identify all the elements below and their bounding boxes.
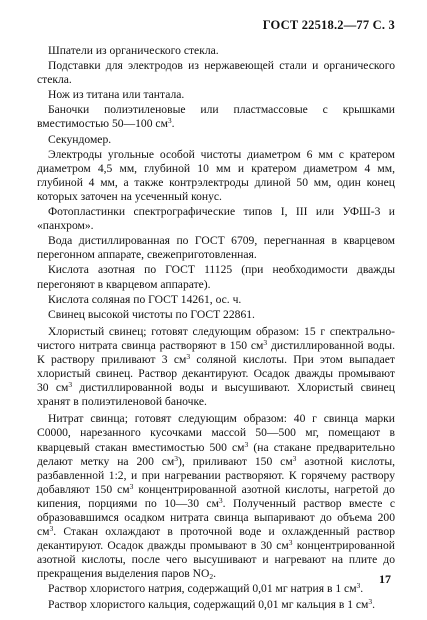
page-number: 17 [379,572,391,586]
paragraph-photo-plates: Фотопластинки спектрографические типов I, III или УФШ-3 и «панхром». [37,205,395,233]
text-segment: концентрированной азотной кислоты, нагретой до кипения, порциями по 10—30 см [37,482,395,510]
text-segment: Хлористый свинец; готовят следующим образом: 15 г спектрально-чистого нитрата свинца растворяют в 150 см [37,324,395,352]
superscript: 3 [356,581,361,591]
text-segment: азотной кислоты, разбавленной 1:2, и при нагревании растворяют. К горячему раствору добавляют 150 см [37,454,396,496]
superscript: 3 [186,351,191,361]
text-segment: концентрированной азотной кислоты, после чего высушивают и нагревают на плите до прекращения выделения паров NO [37,539,395,581]
subscript: 2 [209,572,214,582]
document-body [37,44,395,613]
paragraph-nitric-acid: Кислота азотная по ГОСТ 11125 (при необходимости дважды перегоняют в кварцевом аппарате). [37,263,395,291]
paragraph-jars [37,103,395,131]
text-segment: . [372,597,376,611]
paragraph-lead-nitrate [37,412,395,581]
paragraph-distilled-water: Вода дистиллированная по ГОСТ 6709, перегнанная в кварцевом перегонном аппарате, свежеприготовленная. [37,234,395,262]
superscript: 3 [263,337,268,347]
text-segment: (на стакане предварительно делают метку на 200 см [37,440,395,468]
page-header-standard: ГОСТ 22518.2—77 С. 3 [262,18,395,32]
text-segment: . Полученный раствор вместе с образовавшимся осадком нитрата свинца выпаривают до объема 200 см [37,496,395,539]
superscript: 3 [49,524,54,534]
superscript: 3 [288,538,293,548]
text-segment: Нитрат свинца; готовят следующим образом: 40 г свинца марки С0000, нарезанного кусочками массой 50—500 мг, помещают в кварцевый стакан вместимостью 500 см [37,412,395,454]
text-segment: ), приливают 150 см [178,454,293,468]
paragraph-electrode-stands: Подставки для электродов из нержавеющей стали и органического стекла. [37,59,395,87]
text-segment: Раствор хлористого кальция, содержащий 0,01 мг кальция в 1 см [48,597,369,611]
paragraph-hydrochloric-acid: Кислота соляная по ГОСТ 14261, ос. ч. [48,292,242,306]
paragraph-lead: Свинец высокой чистоты по ГОСТ 22861. [48,307,255,321]
paragraph-knife: Нож из титана или тантала. [48,88,185,102]
paragraph-carbon-electrodes: Электроды угольные особой чистоты диаметром 6 мм с кратером диаметром 4,5 мм, глубиной 10 мм и кратером диаметром 4 мм, глубиной 4 мм, а также контрэлектроды длиной 50 мм, один конец которых заточен на усеченный конус. [37,147,395,203]
text-segment: Раствор хлористого натрия, содержащий 0,01 мг натрия в 1 см [48,582,357,596]
paragraph-calcium-chloride-solution [37,598,395,612]
superscript: 3 [174,453,179,463]
text-segment: соляной кислоты. При этом выпадает хлористый свинец. Раствор декантируют. Осадок дважды промывают 30 см [37,352,395,395]
superscript: 3 [368,596,373,606]
text-segment: . [213,567,217,581]
superscript: 3 [218,495,223,505]
paragraph-lead-chloride [37,325,395,410]
paragraph-sodium-chloride-solution [37,582,395,596]
text-segment: дистиллированной воды и высушивают. Хлористый свинец хранят в полиэтиленовой баночке. [37,381,395,409]
superscript: 3 [244,439,249,449]
text-segment: . Стакан охлаждают в проточной воде и охлажденный раствор декантируют. Осадок дважды промывают в 30 см [37,525,395,553]
paragraph-spatulas: Шпатели из органического стекла. [48,44,219,57]
text-segment: . [171,117,175,131]
text-segment: дистиллированной воды. К раствору приливают 3 см [37,338,395,366]
text-segment: . [360,582,364,596]
superscript: 3 [167,116,172,126]
paragraph-stopwatch: Секундомер. [48,132,112,146]
superscript: 3 [68,380,73,390]
text-segment: Баночки полиэтиленовые или пластмассовые с крышками вместимостью 50—100 см [37,103,395,131]
superscript: 3 [129,481,134,491]
superscript: 3 [292,453,297,463]
